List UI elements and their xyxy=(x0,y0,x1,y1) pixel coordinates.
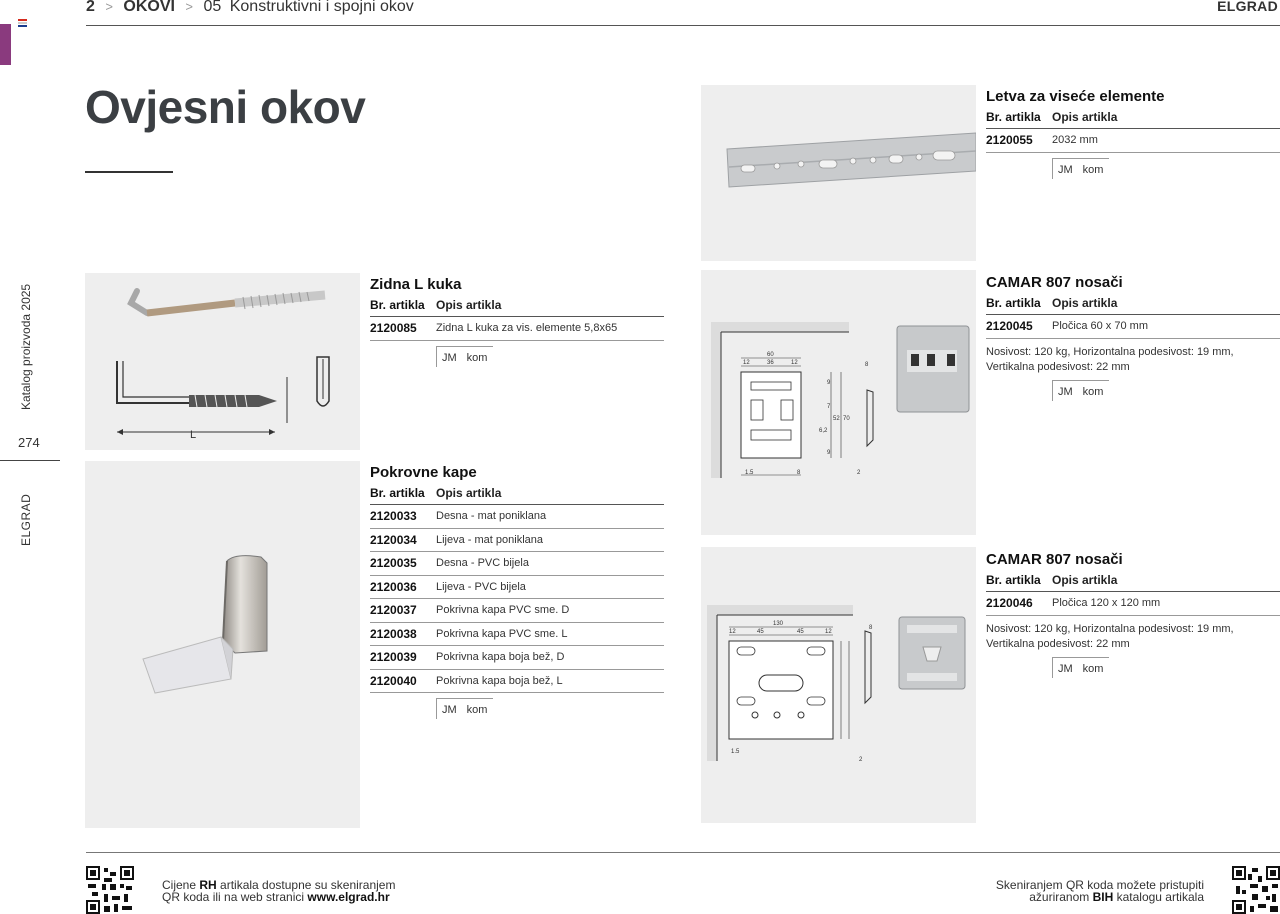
dim-label: 36 xyxy=(767,360,774,366)
footer-right-text xyxy=(996,879,1204,903)
page-header xyxy=(86,0,1280,26)
unit-box xyxy=(1052,158,1109,179)
dim-label: 6,2 xyxy=(819,428,828,434)
article-code: 2120085 xyxy=(370,321,417,336)
article-description: Pokrivna kapa PVC sme. D xyxy=(436,604,570,617)
breadcrumb-subsection-title[interactable]: Konstruktivni i spojni okov xyxy=(229,0,414,15)
article-code: 2120039 xyxy=(370,650,417,665)
article-code: 2120037 xyxy=(370,603,417,618)
title-underline xyxy=(85,171,173,173)
article-code: 2120033 xyxy=(370,509,417,524)
product-title: Pokrovne kape xyxy=(370,464,477,481)
col-article-description: Opis artikla xyxy=(1052,296,1118,310)
article-code: 2120046 xyxy=(986,596,1033,611)
product-camar-807-120x120 xyxy=(986,551,1280,678)
footer-text: QR koda ili na web stranici xyxy=(162,890,308,904)
footer-text: ažuriranom xyxy=(1029,890,1093,904)
product-note: Nosivost: 120 kg, Horizontalna podesivost: 19 mm, Vertikalna podesivost: 22 mm xyxy=(986,345,1234,373)
header-brand: ELGRAD xyxy=(1217,0,1278,14)
sidebar-brand: ELGRAD xyxy=(19,493,33,546)
article-code: 2120038 xyxy=(370,626,417,641)
dim-label: 130 xyxy=(773,621,784,627)
table-row xyxy=(370,670,664,694)
article-description: Pokrivna kapa boja bež, D xyxy=(436,651,565,664)
product-letva xyxy=(986,88,1280,179)
col-article-description: Opis artikla xyxy=(436,486,502,500)
footer-left-text xyxy=(162,879,395,903)
catalog-label: Katalog proizvoda 2025 xyxy=(19,283,33,410)
qr-code-rh-icon[interactable] xyxy=(86,866,134,914)
product-title: Letva za viseće elemente xyxy=(986,88,1165,105)
flag-icon xyxy=(18,19,27,26)
table-row xyxy=(370,317,664,341)
footer-text-bold: BIH xyxy=(1092,890,1114,904)
table-header xyxy=(370,298,664,317)
product-note: Nosivost: 120 kg, Horizontalna podesivost: 19 mm, Vertikalna podesivost: 22 mm xyxy=(986,622,1234,650)
dim-label: 52 xyxy=(833,416,840,422)
dim-label: 12 xyxy=(791,360,798,366)
dim-label: 8 xyxy=(869,625,873,631)
footer-divider xyxy=(86,852,1280,853)
dim-label: 12 xyxy=(743,360,750,366)
article-code: 2120036 xyxy=(370,579,417,594)
dim-label: 7 xyxy=(827,404,831,410)
product-pokrovne-kape xyxy=(370,464,664,719)
table-row xyxy=(370,623,664,647)
unit-label: JM xyxy=(442,351,457,364)
unit-box xyxy=(1052,380,1109,401)
unit-label: JM xyxy=(442,704,457,716)
dim-label: 1.5 xyxy=(745,470,754,476)
table-header xyxy=(986,573,1280,592)
footer-text-bold: RH xyxy=(199,878,217,892)
dim-label: 9 xyxy=(827,450,831,456)
dim-label: 2 xyxy=(857,470,861,476)
article-description: Pokrivna kapa boja bež, L xyxy=(436,674,563,687)
table-row xyxy=(370,646,664,670)
col-article-number: Br. artikla xyxy=(986,110,1041,124)
dim-label: 1.5 xyxy=(731,749,740,755)
table-header xyxy=(370,486,664,505)
footer-text: Cijene xyxy=(162,878,200,892)
col-article-number: Br. artikla xyxy=(370,298,425,312)
table-row xyxy=(370,576,664,600)
product-title: Zidna L kuka xyxy=(370,276,462,293)
dim-label: 12 xyxy=(825,629,832,635)
product-title: CAMAR 807 nosači xyxy=(986,551,1123,568)
website-link[interactable]: www.elgrad.hr xyxy=(307,890,390,904)
breadcrumb-subsection-number: 05 xyxy=(203,0,222,15)
table-row xyxy=(370,505,664,529)
chevron-right-icon: > xyxy=(185,0,194,14)
zidna-l-kuka-image xyxy=(85,273,360,450)
dim-label: 45 xyxy=(757,629,764,635)
dim-label: 45 xyxy=(797,629,804,635)
unit-value: kom xyxy=(466,351,488,364)
chevron-right-icon: > xyxy=(105,0,113,14)
qr-code-bih-icon[interactable] xyxy=(1232,866,1280,914)
unit-value: kom xyxy=(1082,163,1104,176)
unit-label: JM xyxy=(1058,385,1073,398)
dim-label: 8 xyxy=(797,470,801,476)
article-description: Pločica 120 x 120 mm xyxy=(1052,597,1161,610)
col-article-number: Br. artikla xyxy=(986,296,1041,310)
table-row xyxy=(370,529,664,553)
breadcrumb xyxy=(86,0,414,16)
dim-label: 9 xyxy=(827,380,831,386)
article-description: Pločica 60 x 70 mm xyxy=(1052,320,1148,333)
footer-text: Skeniranjem QR koda možete pristupiti xyxy=(995,878,1204,892)
dim-label: 8 xyxy=(865,362,869,368)
table-row xyxy=(986,592,1280,616)
dim-label: 60 xyxy=(767,352,774,358)
dim-label: 70 xyxy=(843,416,850,422)
table-header xyxy=(986,296,1280,315)
dim-label: 2 xyxy=(859,757,863,763)
article-description: Desna - PVC bijela xyxy=(436,557,529,570)
breadcrumb-section[interactable]: OKOVI xyxy=(123,0,175,15)
unit-value: kom xyxy=(1082,662,1104,675)
unit-value: kom xyxy=(1082,385,1104,398)
article-description: Desna - mat poniklana xyxy=(436,510,547,523)
table-row xyxy=(370,599,664,623)
article-description: Zidna L kuka za vis. elemente 5,8x65 xyxy=(436,322,618,335)
col-article-description: Opis artikla xyxy=(436,298,502,312)
col-article-number: Br. artikla xyxy=(986,573,1041,587)
article-code: 2120055 xyxy=(986,133,1033,148)
article-code: 2120034 xyxy=(370,532,417,547)
table-header xyxy=(986,110,1280,129)
camar-60x70-image xyxy=(701,270,976,535)
page-title: Ovjesni okov xyxy=(85,81,366,133)
footer-text: artikala dostupne su skeniranjem xyxy=(216,878,396,892)
unit-value: kom xyxy=(466,704,488,716)
article-description: Pokrivna kapa PVC sme. L xyxy=(436,627,568,640)
letva-image xyxy=(701,85,976,261)
footer-text: katalogu artikala xyxy=(1113,890,1204,904)
col-article-number: Br. artikla xyxy=(370,486,425,500)
pokrovne-kape-image xyxy=(85,461,360,828)
breadcrumb-page-index: 2 xyxy=(86,0,95,15)
article-code: 2120040 xyxy=(370,673,417,688)
unit-label: JM xyxy=(1058,163,1073,176)
col-article-description: Opis artikla xyxy=(1052,110,1118,124)
unit-box xyxy=(436,346,493,367)
hook-dimension-label: L xyxy=(190,429,197,441)
table-row xyxy=(986,315,1280,339)
page-number: 274 xyxy=(18,435,40,450)
product-zidna-l-kuka xyxy=(370,276,664,367)
article-code: 2120045 xyxy=(986,319,1033,334)
product-camar-807-60x70 xyxy=(986,274,1280,401)
article-description: Lijeva - PVC bijela xyxy=(436,580,526,593)
table-row xyxy=(370,552,664,576)
article-description: 2032 mm xyxy=(1052,134,1098,147)
unit-label: JM xyxy=(1058,662,1073,675)
article-description: Lijeva - mat poniklana xyxy=(436,533,544,546)
table-row xyxy=(986,129,1280,153)
col-article-description: Opis artikla xyxy=(1052,573,1118,587)
unit-box xyxy=(436,698,493,719)
dim-label: 12 xyxy=(729,629,736,635)
article-code: 2120035 xyxy=(370,556,417,571)
product-title: CAMAR 807 nosači xyxy=(986,274,1123,291)
camar-120x120-image xyxy=(701,547,976,823)
chapter-tab xyxy=(0,24,11,65)
unit-box xyxy=(1052,657,1109,678)
divider xyxy=(0,460,60,461)
